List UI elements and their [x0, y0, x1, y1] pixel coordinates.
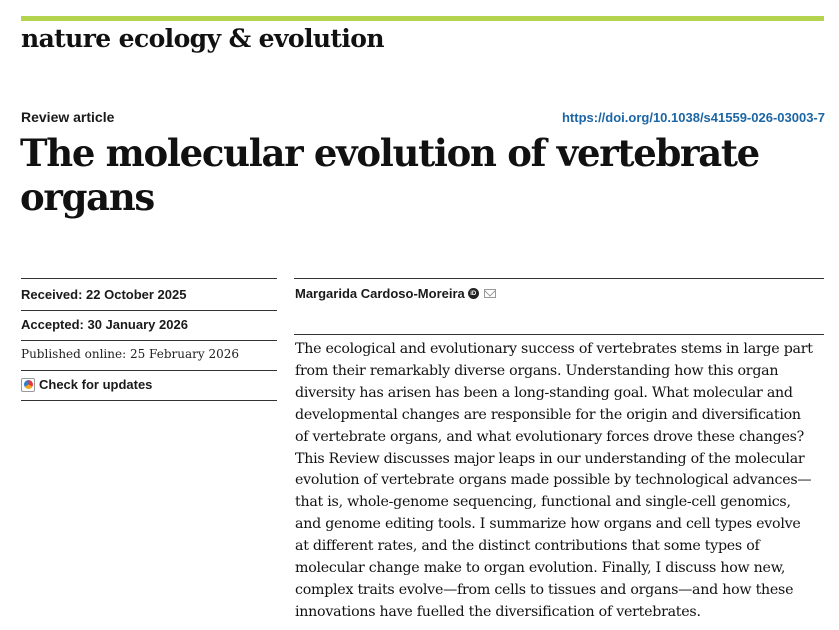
divider	[21, 400, 277, 401]
accepted-date: Accepted: 30 January 2026	[21, 317, 188, 332]
article-type: Review article	[21, 109, 115, 125]
journal-name[interactable]: nature ecology & evolution	[21, 24, 384, 53]
mail-icon[interactable]	[484, 289, 496, 298]
article-title: The molecular evolution of vertebrate organs	[20, 131, 759, 219]
check-updates-icon	[21, 378, 35, 392]
abstract: The ecological and evolutionary success of vertebrates stems in large part from their remarkably diverse organs. Understanding how this organ diversity has arisen has been a long-standing goal. What molecular and developmental changes are responsible for the origin and diversification of vertebrate organs, and what evolutionary forces drove these changes? This Review discusses major leaps in our understanding of the molecular evolution of vertebrate organs made possible by technological advances—that is, whole-genome sequencing, functional and single-cell genomics, and genome editing tools. I summarize how organs and cell types evolve at different rates, and the distinct contributions that some types of molecular change make to organ evolution. Finally, I discuss how new, complex traits evolve—from cells to tissues and organs—and how these innovations have fuelled the diversification of vertebrates.	[295, 341, 813, 620]
divider	[294, 334, 824, 335]
published-date: Published online: 25 February 2026	[21, 347, 239, 361]
author-line	[295, 286, 496, 301]
doi-link[interactable]: https://doi.org/10.1038/s41559-026-03003-7	[561, 110, 825, 125]
divider	[21, 370, 277, 371]
check-for-updates-button[interactable]	[21, 377, 152, 392]
divider	[294, 278, 824, 279]
journal-accent-rule	[21, 16, 824, 21]
divider	[21, 278, 277, 279]
received-date: Received: 22 October 2025	[21, 287, 187, 302]
author-name[interactable]: Margarida Cardoso-Moreira	[295, 286, 465, 301]
divider	[21, 340, 277, 341]
check-updates-label: Check for updates	[39, 377, 153, 392]
orcid-icon[interactable]: iD	[468, 288, 479, 299]
divider	[21, 310, 277, 311]
